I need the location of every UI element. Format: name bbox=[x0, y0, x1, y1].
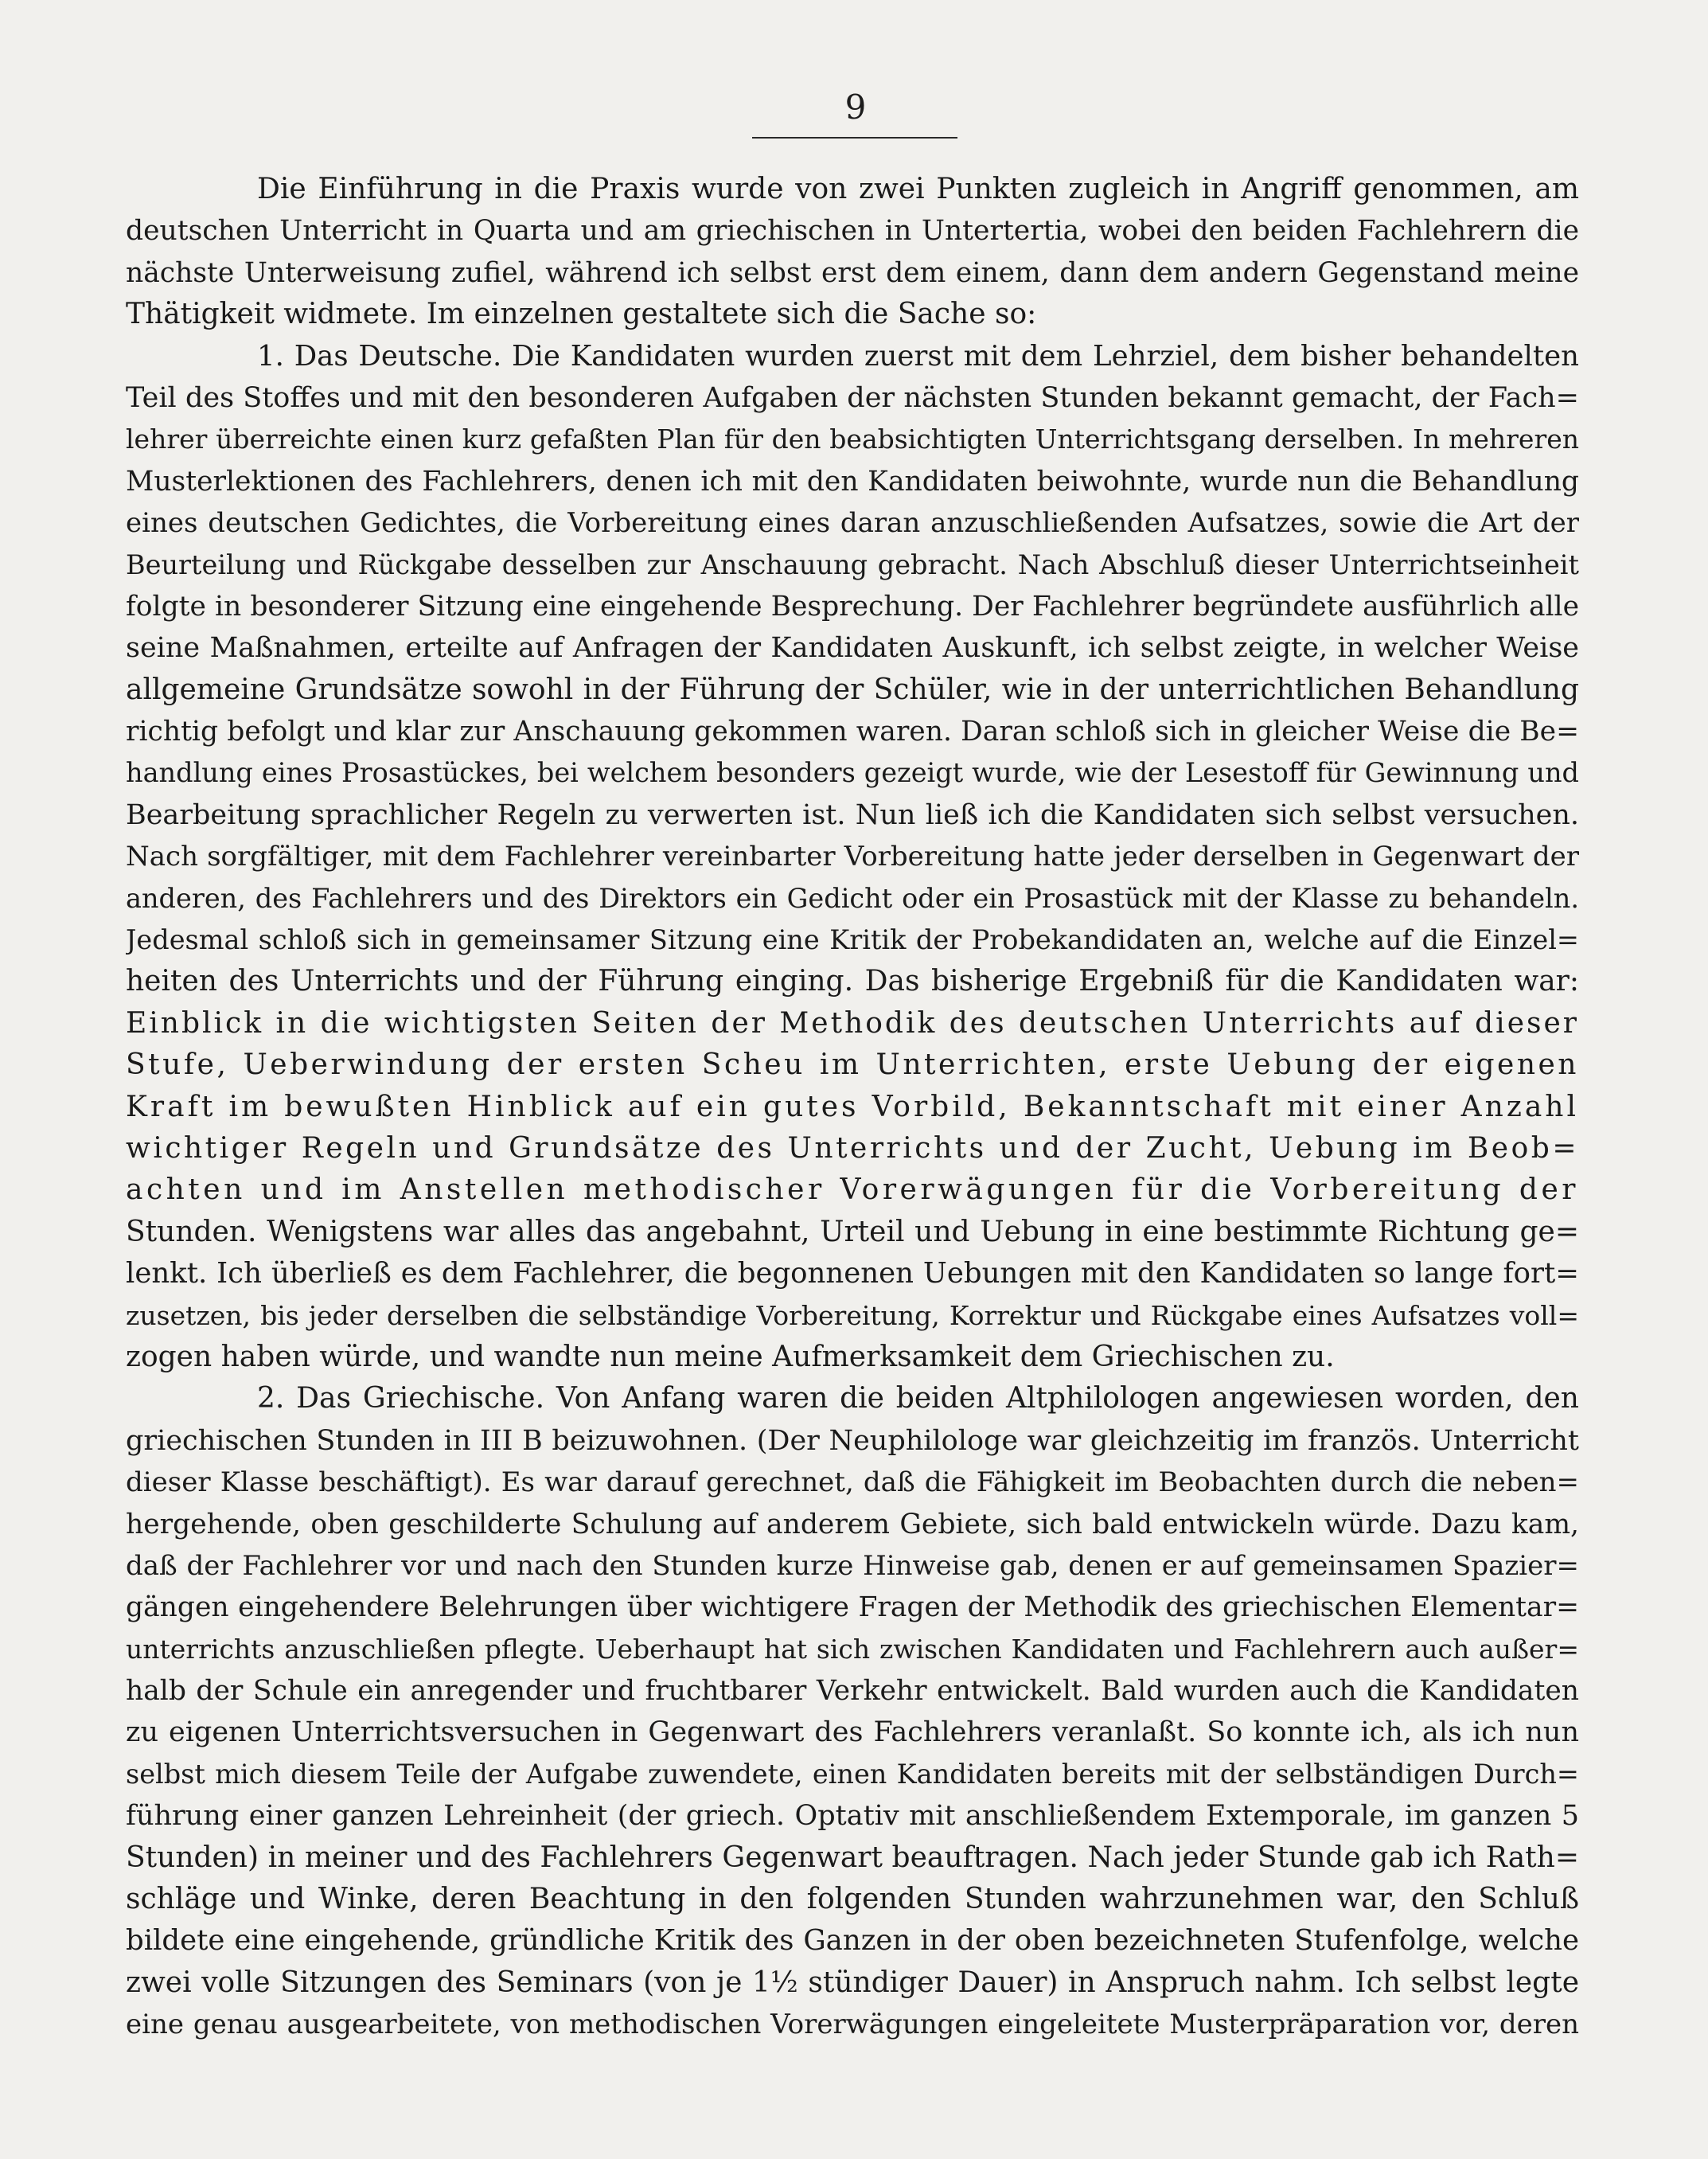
text-line: unterrichts anzuschließen pflegte. Ueberhaupt hat sich zwischen Kandidaten und Fachlehrern auch außer= bbox=[126, 1633, 1579, 1665]
text-line: heiten des Unterrichts und der Führung einging. Das bisherige Ergebniß für die Kandidaten war: bbox=[126, 965, 1579, 998]
text-line: 1. Das Deutsche. Die Kandidaten wurden zuerst mit dem Lehrziel, dem bisher behandelten bbox=[257, 339, 1579, 373]
text-line: eines deutschen Gedichtes, die Vorbereitung eines daran anzuschließenden Aufsatzes, sowie die Art der bbox=[126, 507, 1579, 540]
text-line: Bearbeitung sprachlicher Regeln zu verwerten ist. Nun ließ ich die Kandidaten sich selbst versuchen. bbox=[126, 798, 1579, 831]
text-line: Thätigkeit widmete. Im einzelnen gestaltete sich die Sache so: bbox=[126, 298, 1037, 331]
text-line: führung einer ganzen Lehreinheit (der griech. Optativ mit anschließendem Extemporale, im ganzen 5 bbox=[126, 1800, 1579, 1833]
text-line: anderen, des Fachlehrers und des Direktors ein Gedicht oder ein Prosastück mit der Klasse zu behandeln. bbox=[126, 882, 1579, 914]
text-line: lehrer überreichte einen kurz gefaßten Plan für den beabsichtigten Unterrichtsgang derselben. In mehreren bbox=[126, 424, 1579, 455]
text-line: richtig befolgt und klar zur Anschauung gekommen waren. Daran schloß sich in gleicher Weise die Be= bbox=[126, 716, 1579, 748]
text-line: Stunden) in meiner und des Fachlehrers Gegenwart beauftragen. Nach jeder Stunde gab ich Rath= bbox=[126, 1841, 1579, 1874]
text-line: halb der Schule ein anregender und fruchtbarer Verkehr entwickelt. Bald wurden auch die Kandidaten bbox=[126, 1675, 1579, 1708]
text-line: Nach sorgfältiger, mit dem Fachlehrer vereinbarter Vorbereitung hatte jeder derselben in Gegenwart der bbox=[126, 841, 1579, 873]
text-line: zogen haben würde, und wandte nun meine Aufmerksamkeit dem Griechischen zu. bbox=[126, 1340, 1335, 1373]
text-line: zwei volle Sitzungen des Seminars (von je 1½ stündiger Dauer) in Anspruch nahm. Ich selbst legte bbox=[126, 1966, 1579, 1999]
text-line: dieser Klasse beschäftigt). Es war darauf gerechnet, daß die Fähigkeit im Beobachten durch die neben= bbox=[126, 1466, 1579, 1499]
text-line-spaced: achten und im Anstellen methodischer Vorerwägungen für die Vorbereitung der bbox=[126, 1173, 1579, 1207]
text-line: handlung eines Prosastückes, bei welchem besonders gezeigt wurde, wie der Lesestoff für Gewinnung und bbox=[126, 757, 1579, 789]
text-line: daß der Fachlehrer vor und nach den Stunden kurze Hinweise gab, denen er auf gemeinsamen Spazier= bbox=[126, 1549, 1579, 1582]
text-line: schläge und Winke, deren Beachtung in den folgenden Stunden wahrzunehmen war, den Schluß bbox=[126, 1883, 1579, 1916]
text-line: zu eigenen Unterrichtsversuchen in Gegenwart des Fachlehrers veranlaßt. So konnte ich, als ich nun bbox=[126, 1716, 1579, 1749]
text-line: lenkt. Ich überließ es dem Fachlehrer, die begonnenen Uebungen mit den Kandidaten so lange fort= bbox=[126, 1257, 1579, 1290]
text-line: Stunden. Wenigstens war alles das angebahnt, Urteil und Uebung in eine bestimmte Richtung ge= bbox=[126, 1215, 1579, 1248]
text-line: zusetzen, bis jeder derselben die selbständige Vorbereitung, Korrektur und Rückgabe eines Aufsatzes voll= bbox=[126, 1299, 1579, 1331]
text-line-spaced: wichtiger Regeln und Grundsätze des Unterrichts und der Zucht, Uebung im Beob= bbox=[126, 1131, 1579, 1165]
text-line-spaced: Kraft im bewußten Hinblick auf ein gutes Vorbild, Bekanntschaft mit einer Anzahl bbox=[126, 1090, 1579, 1123]
body-text bbox=[126, 169, 1579, 2046]
text-line: bildete eine eingehende, gründliche Kritik des Ganzen in der oben bezeichneten Stufenfolge, welche bbox=[126, 1924, 1579, 1958]
text-line-spaced: Stufe, Ueberwindung der ersten Scheu im Unterrichten, erste Uebung der eigenen bbox=[126, 1048, 1579, 1082]
text-line: Musterlektionen des Fachlehrers, denen ich mit den Kandidaten beiwohnte, wurde nun die Behandlung bbox=[126, 465, 1579, 498]
text-line: Teil des Stoffes und mit den besonderen Aufgaben der nächsten Stunden bekannt gemacht, der Fach= bbox=[126, 381, 1579, 414]
text-line: gängen eingehendere Belehrungen über wichtigere Fragen der Methodik des griechischen Elementar= bbox=[126, 1591, 1579, 1624]
text-line: nächste Unterweisung zufiel, während ich selbst erst dem einem, dann dem andern Gegenstand meine bbox=[126, 256, 1579, 289]
text-line: Beurteilung und Rückgabe desselben zur Anschauung gebracht. Nach Abschluß dieser Unterrichtseinheit bbox=[126, 549, 1579, 580]
header-rule bbox=[752, 137, 957, 139]
text-line: griechischen Stunden in III B beizuwohnen. (Der Neuphilologe war gleichzeitig im französ. Unterricht bbox=[126, 1424, 1579, 1457]
text-line-spaced: Einblick in die wichtigsten Seiten der Methodik des deutschen Unterrichts auf dieser bbox=[126, 1006, 1579, 1040]
text-line: 2. Das Griechische. Von Anfang waren die beiden Altphilologen angewiesen worden, den bbox=[257, 1382, 1579, 1415]
text-line: eine genau ausgearbeitete, von methodischen Vorerwägungen eingeleitete Musterpräparation vor, deren bbox=[126, 2009, 1579, 2041]
text-line: Jedesmal schloß sich in gemeinsamer Sitzung eine Kritik der Probekandidaten an, welche auf die Einzel= bbox=[126, 924, 1579, 956]
text-line: hergehende, oben geschilderte Schulung auf anderem Gebiete, sich bald entwickeln würde. Dazu kam, bbox=[126, 1508, 1579, 1540]
text-line: Die Einführung in die Praxis wurde von zwei Punkten zugleich in Angriff genommen, am bbox=[257, 173, 1579, 205]
text-line: seine Maßnahmen, erteilte auf Anfragen der Kandidaten Auskunft, ich selbst zeigte, in welcher Weise bbox=[126, 632, 1579, 665]
page-number: 9 bbox=[844, 88, 867, 127]
text-line: selbst mich diesem Teile der Aufgabe zuwendete, einen Kandidaten bereits mit der selbständigen Durch= bbox=[126, 1758, 1579, 1790]
text-line: deutschen Unterricht in Quarta und am griechischen in Untertertia, wobei den beiden Fachlehrern die bbox=[126, 215, 1579, 248]
text-line: folgte in besonderer Sitzung eine eingehende Besprechung. Der Fachlehrer begründete ausführlich alle bbox=[126, 590, 1579, 623]
text-line: allgemeine Grundsätze sowohl in der Führung der Schüler, wie in der unterrichtlichen Behandlung bbox=[126, 673, 1579, 706]
